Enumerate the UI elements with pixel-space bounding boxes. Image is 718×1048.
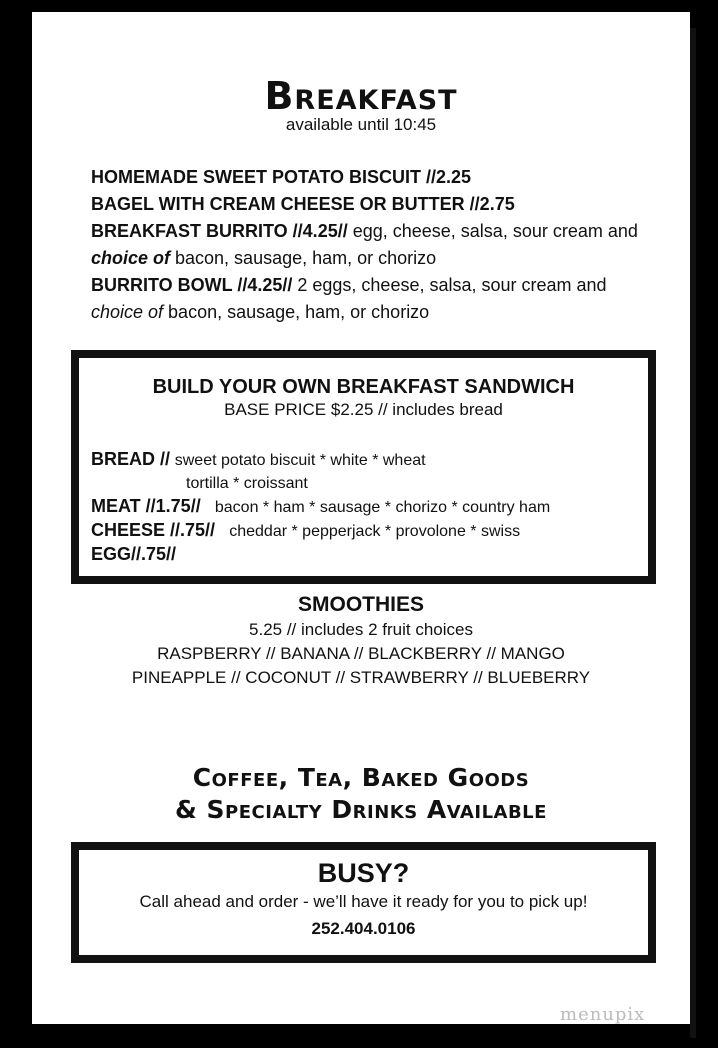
smoothies-fruits-1: RASPBERRY // BANANA // BLACKBERRY // MANGO (157, 644, 565, 663)
cheese-label: CHEESE //.75// (91, 520, 216, 540)
smoothies-title: SMOOTHIES (297, 593, 424, 616)
bread-values: sweet potato biscuit * white * wheat (174, 452, 426, 469)
meat-label: MEAT //1.75// (91, 496, 201, 516)
menu-item (91, 218, 651, 272)
bread-label: BREAD // (91, 449, 171, 469)
coffee-banner (32, 762, 690, 826)
coffee-line-1: Coffee, Tea, Baked Goods (192, 763, 530, 792)
menu-item (91, 272, 651, 326)
smoothies-section (32, 592, 690, 690)
page-title: Breakfast (264, 74, 458, 118)
item-desc: egg, cheese, salsa, sour cream and (347, 221, 638, 241)
sandwich-base-price: BASE PRICE $2.25 // includes bread (224, 400, 503, 419)
menu-page (32, 12, 690, 1024)
egg-label: EGG//.75// (91, 544, 177, 564)
menu-item (91, 164, 651, 191)
item-name: BREAKFAST BURRITO //4.25// (91, 221, 348, 241)
page-shadow (690, 28, 696, 1038)
meat-values: bacon * ham * sausage * chorizo * country ham (214, 499, 551, 516)
sandwich-title: BUILD YOUR OWN BREAKFAST SANDWICH (152, 376, 575, 398)
page-subtitle: available until 10:45 (285, 115, 437, 134)
busy-text: Call ahead and order - we’ll have it ready for you to pick up! (139, 892, 588, 911)
bread-option (91, 448, 641, 472)
item-desc: bacon, sausage, ham, or chorizo (170, 248, 437, 268)
smoothies-price: 5.25 // includes 2 fruit choices (249, 620, 473, 639)
item-desc: 2 eggs, cheese, salsa, sour cream and (292, 275, 607, 295)
sandwich-options (91, 448, 641, 566)
item-desc-emphasis: choice of (91, 248, 171, 268)
smoothies-fruits-2: PINEAPPLE // COCONUT // STRAWBERRY // BLUEBERRY (131, 668, 591, 687)
item-name: BAGEL WITH CREAM CHEESE OR BUTTER //2.75 (91, 194, 515, 214)
cheese-option (91, 519, 641, 543)
item-name: BURRITO BOWL //4.25// (91, 275, 293, 295)
coffee-line-2: & Specialty Drinks Available (175, 795, 547, 824)
item-name: HOMEMADE SWEET POTATO BISCUIT //2.25 (91, 167, 472, 187)
bread-values-continued: tortilla * croissant (186, 475, 308, 492)
breakfast-items (91, 164, 651, 326)
busy-box (71, 842, 656, 963)
meat-option (91, 495, 641, 519)
sandwich-box (71, 350, 656, 584)
egg-option (91, 543, 641, 566)
menu-item (91, 191, 651, 218)
item-desc-emphasis: choice of (91, 302, 164, 322)
phone-number[interactable]: 252.404.0106 (311, 919, 416, 938)
busy-title: BUSY? (317, 858, 410, 888)
item-desc: bacon, sausage, ham, or chorizo (163, 302, 430, 322)
cheese-values: cheddar * pepperjack * provolone * swiss (229, 523, 521, 540)
watermark-logo: menupix (560, 1004, 646, 1025)
